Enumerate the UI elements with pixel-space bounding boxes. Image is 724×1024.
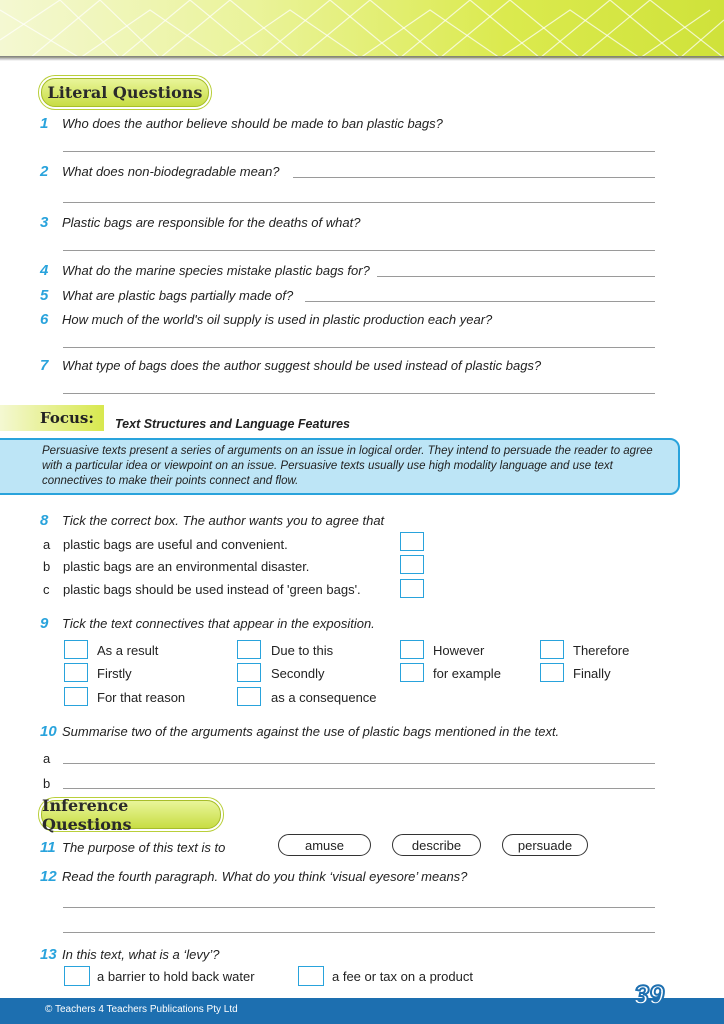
question-number: 9 (40, 615, 49, 632)
connective-checkbox-secondly[interactable] (237, 663, 261, 682)
question-text: How much of the world's oil supply is used in plastic production each year? (62, 312, 493, 327)
connective-label: Due to this (271, 643, 334, 658)
choice-persuade[interactable]: persuade (502, 834, 588, 856)
question-1 (40, 115, 443, 132)
question-text: Who does the author believe should be made to ban plastic bags? (62, 116, 443, 131)
connective-checkbox-as-a-consequence[interactable] (237, 687, 261, 706)
question-2 (40, 163, 280, 180)
levy-option-label: a fee or tax on a product (332, 969, 473, 984)
connective-label: for example (433, 666, 501, 681)
question-text: Tick the text connectives that appear in the exposition. (62, 616, 375, 631)
answer-line[interactable] (63, 151, 655, 152)
question-4 (40, 262, 370, 279)
connective-label: For that reason (97, 690, 186, 705)
connective-checkbox-as-a-result[interactable] (64, 640, 88, 659)
question-5 (40, 287, 293, 304)
levy-option-2-checkbox[interactable] (298, 966, 324, 986)
question-3 (40, 214, 360, 231)
answer-line-a[interactable] (63, 763, 655, 764)
connective-checkbox-due-to-this[interactable] (237, 640, 261, 659)
question-6 (40, 311, 492, 328)
option-c-checkbox[interactable] (400, 579, 424, 598)
option-letter: c (43, 582, 50, 597)
question-text: What type of bags does the author suggest should be used instead of plastic bags? (62, 358, 542, 373)
answer-letter: b (43, 776, 51, 791)
question-7 (40, 357, 541, 374)
question-text: What do the marine species mistake plastic bags for? (62, 263, 370, 278)
question-number: 3 (40, 214, 49, 231)
question-text: Plastic bags are responsible for the deaths of what? (62, 215, 361, 230)
page-number: 39 (634, 980, 665, 1010)
literal-questions-heading: Literal Questions (41, 78, 209, 107)
question-text: What does non-biodegradable mean? (62, 164, 280, 179)
connective-label: As a result (97, 643, 159, 658)
question-number: 7 (40, 357, 49, 374)
connective-label: Therefore (573, 643, 630, 658)
connective-checkbox-however[interactable] (400, 640, 424, 659)
question-text: Read the fourth paragraph. What do you think ‘visual eyesore’ means? (62, 869, 468, 884)
levy-option-1-checkbox[interactable] (64, 966, 90, 986)
banner-shadow (0, 56, 724, 61)
question-number: 2 (40, 163, 49, 180)
answer-line-b[interactable] (63, 788, 655, 789)
connective-checkbox-therefore[interactable] (540, 640, 564, 659)
connective-label: Secondly (271, 666, 325, 681)
option-letter: b (43, 559, 51, 574)
option-a-checkbox[interactable] (400, 532, 424, 551)
connective-label: as a consequence (271, 690, 377, 705)
question-12 (40, 868, 467, 885)
answer-line[interactable] (63, 347, 655, 348)
banner-pattern (0, 0, 724, 58)
option-b-checkbox[interactable] (400, 555, 424, 574)
answer-line[interactable] (63, 932, 655, 933)
question-number: 8 (40, 512, 49, 529)
question-text: Summarise two of the arguments against the use of plastic bags mentioned in the text. (62, 724, 560, 739)
connective-checkbox-for-that-reason[interactable] (64, 687, 88, 706)
connective-checkbox-finally[interactable] (540, 663, 564, 682)
answer-line[interactable] (305, 301, 655, 302)
answer-letter: a (43, 751, 51, 766)
connective-label: However (433, 643, 485, 658)
option-letter: a (43, 537, 51, 552)
inference-questions-heading: Inference Questions (41, 800, 221, 829)
question-11 (40, 839, 225, 856)
question-number: 4 (40, 262, 49, 279)
question-9 (40, 615, 375, 632)
question-number: 6 (40, 311, 49, 328)
question-number: 12 (40, 868, 57, 885)
focus-title: Text Structures and Language Features (115, 417, 351, 431)
connective-checkbox-for-example[interactable] (400, 663, 424, 682)
answer-line[interactable] (63, 393, 655, 394)
focus-label: Focus: (0, 405, 104, 431)
answer-line[interactable] (377, 276, 655, 277)
answer-line[interactable] (63, 202, 655, 203)
question-text: In this text, what is a ‘levy’? (62, 947, 220, 962)
answer-line[interactable] (293, 177, 655, 178)
focus-info-box (0, 438, 680, 495)
question-number: 1 (40, 115, 49, 132)
levy-option-label: a barrier to hold back water (97, 969, 255, 984)
connective-label: Firstly (97, 666, 132, 681)
question-8 (40, 512, 384, 529)
question-number: 10 (40, 723, 57, 740)
top-banner (0, 0, 724, 58)
question-13 (40, 946, 220, 963)
choice-amuse[interactable]: amuse (278, 834, 371, 856)
connective-label: Finally (573, 666, 611, 681)
option-text: plastic bags are useful and convenient. (63, 537, 288, 552)
option-text: plastic bags are an environmental disaster. (63, 559, 310, 574)
answer-line[interactable] (63, 250, 655, 251)
question-number: 11 (40, 839, 56, 856)
option-text: plastic bags should be used instead of 'green bags'. (63, 582, 361, 597)
question-text: Tick the correct box. The author wants you to agree that (62, 513, 385, 528)
question-number: 13 (40, 946, 57, 963)
question-number: 5 (40, 287, 49, 304)
choice-describe[interactable]: describe (392, 834, 481, 856)
question-10 (40, 723, 559, 740)
question-text: What are plastic bags partially made of? (62, 288, 294, 303)
question-text: The purpose of this text is to (62, 840, 226, 855)
answer-line[interactable] (63, 907, 655, 908)
focus-body-text: Persuasive texts present a series of arguments on an issue in logical order. They intend to persuade the reader to agree with a particular idea or viewpoint on an issue. Persuasive texts usually use high modality language and use text connectives to make their points connect and flow. (42, 445, 653, 487)
copyright-text: © Teachers 4 Teachers Publications Pty Ltd (45, 1004, 238, 1015)
connective-checkbox-firstly[interactable] (64, 663, 88, 682)
